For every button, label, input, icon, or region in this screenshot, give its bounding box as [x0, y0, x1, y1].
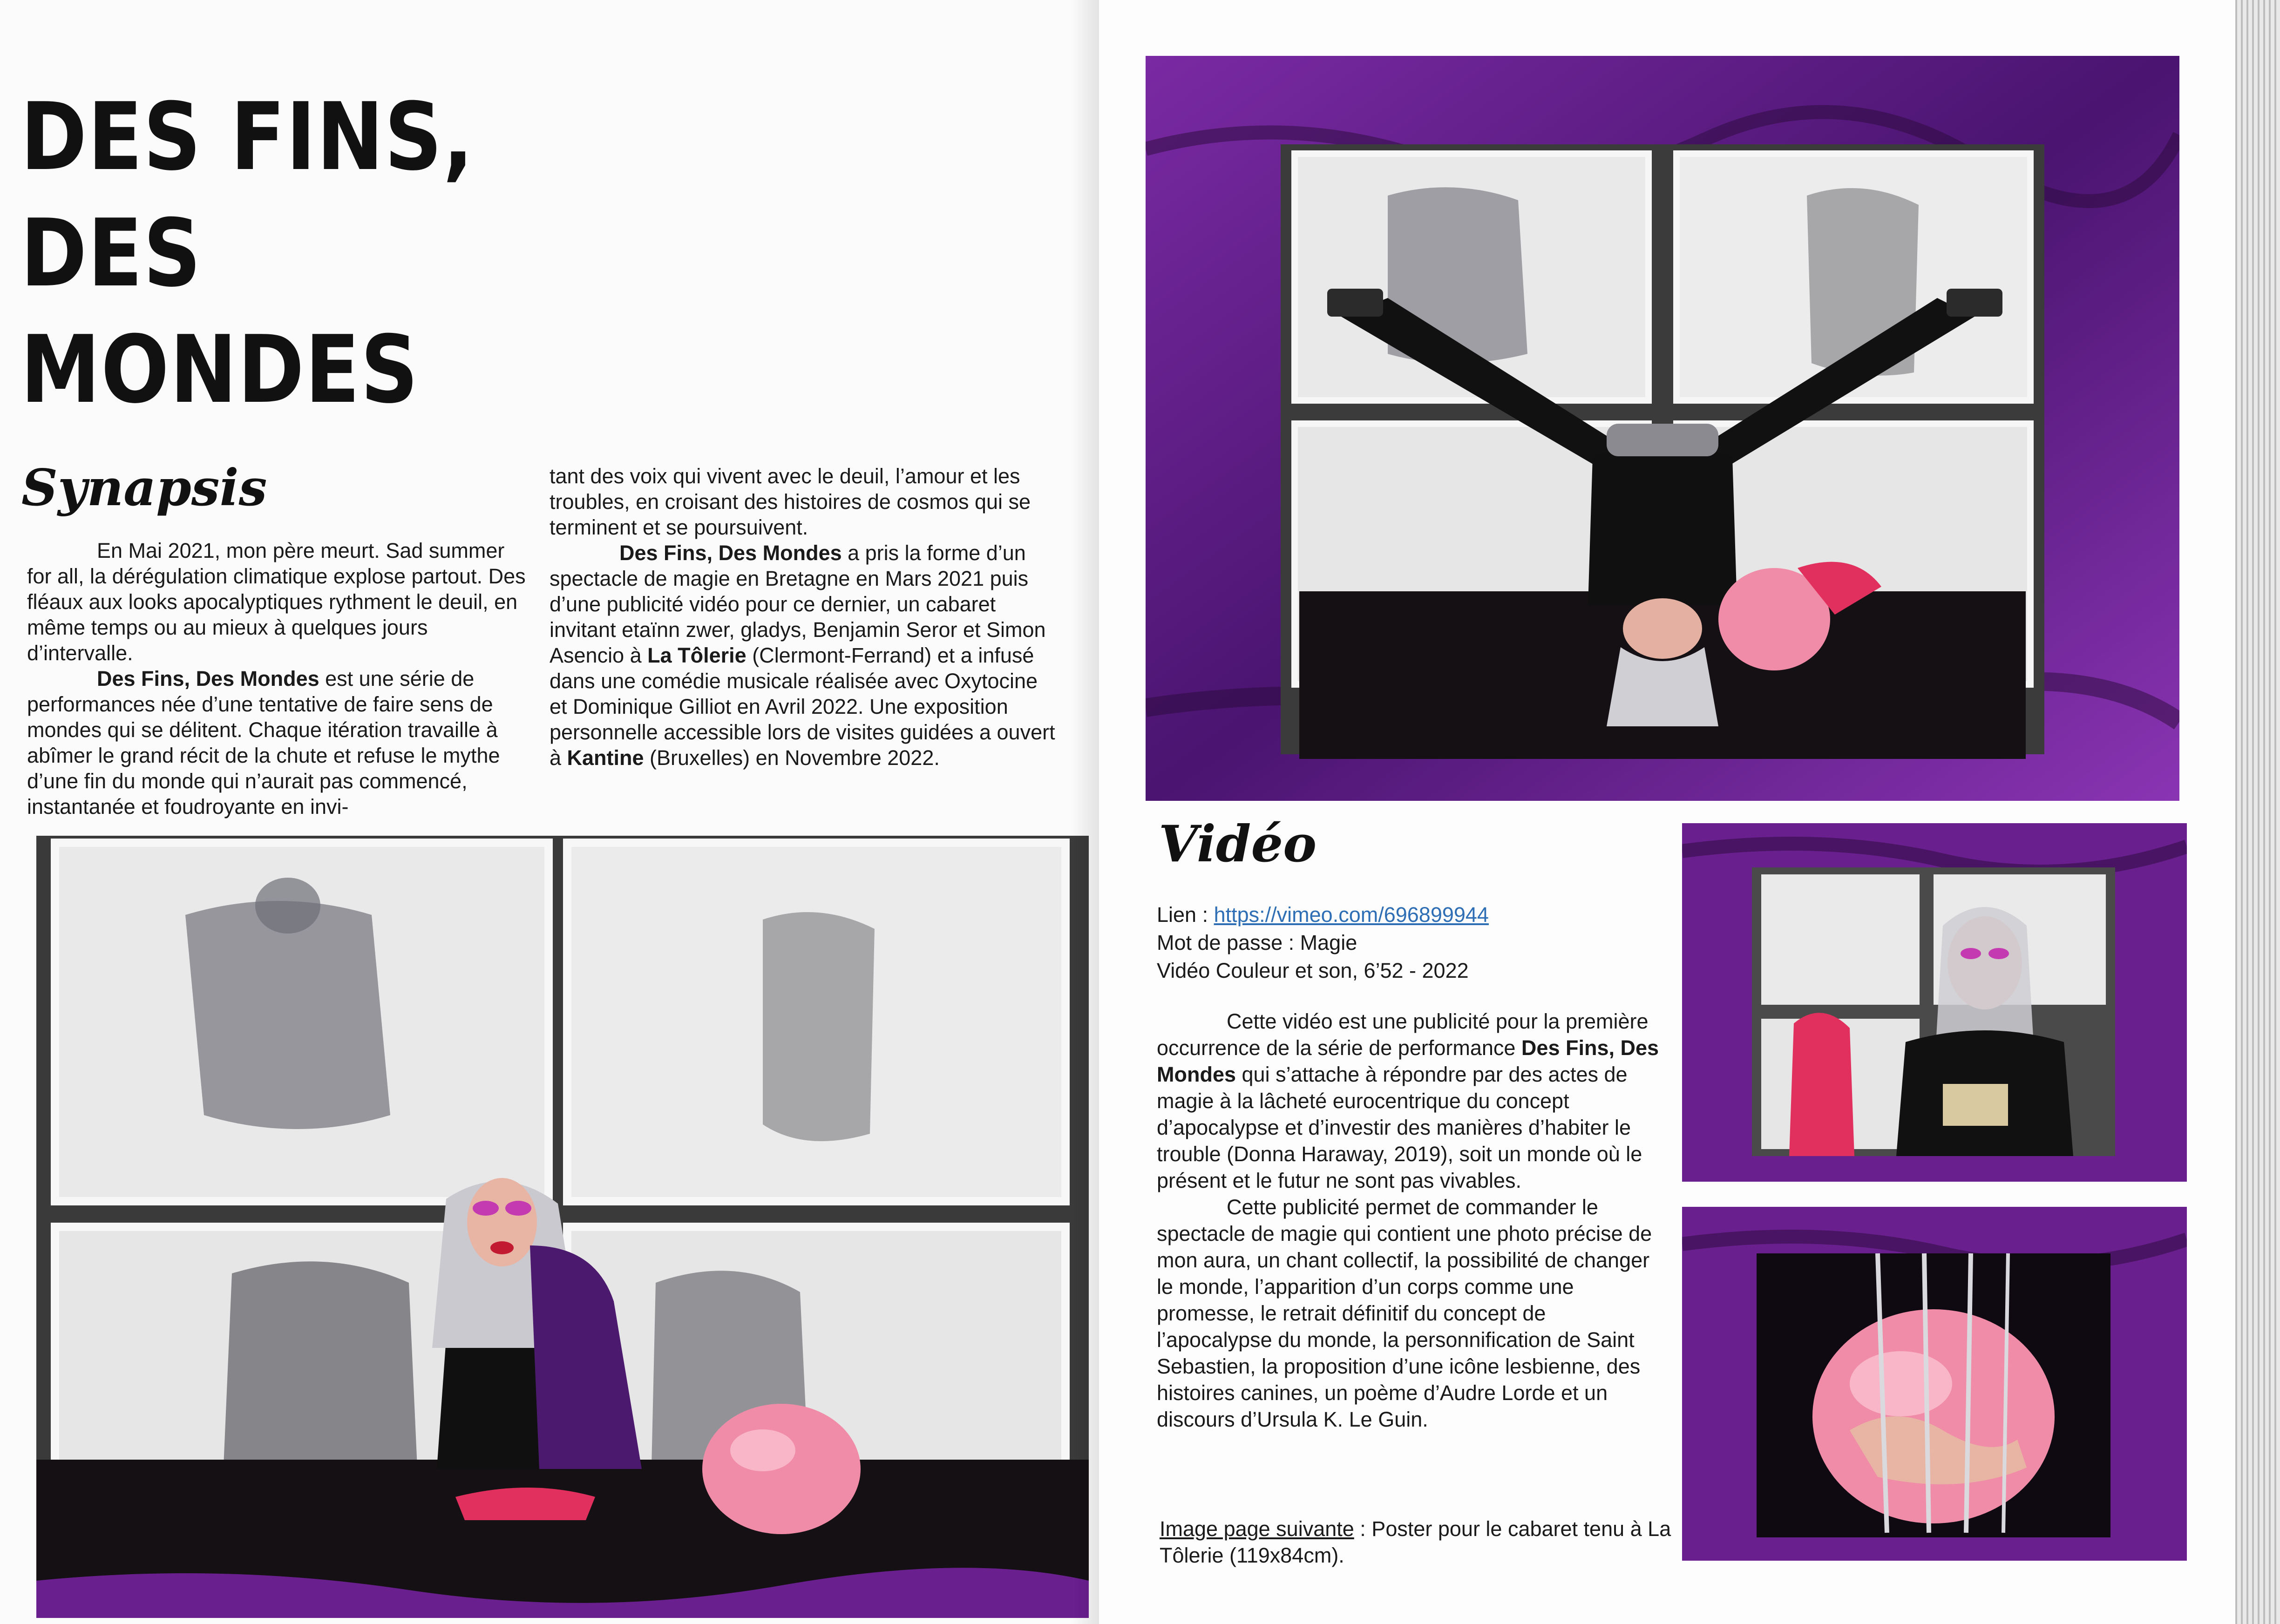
video-password: Mot de passe : Magie	[1157, 931, 1357, 954]
title-line-2: MONDES	[20, 316, 419, 424]
synopsis-paragraph-3: tant des voix qui vivent avec le deuil, l’amour et les troubles, en croisant des histoires de cosmos qui se terminent et se poursuivent.	[550, 464, 1031, 539]
series-title-bold: Des Fins, Des Mondes	[619, 541, 842, 565]
video-heading: Vidéo	[1159, 815, 1317, 873]
video-still-reading	[1682, 823, 2187, 1182]
video-meta	[1157, 901, 1669, 985]
performance-photo-table	[36, 836, 1089, 1618]
video-paragraph-2: Cette publicité permet de commander le spectacle de magie qui contient une photo précise de mon aura, un chant collectif, la possibilité de changer le monde, l’apparition d’un corps comme une promesse, le retrait définitif du concept de l’apocalypse du monde, la personnification de Saint Sebastien, la proposition d’une icône lesbienne, des histoires canines, un poème d’Audre Lorde et un discours d’Ursula K. Le Guin.	[1157, 1195, 1652, 1431]
page-stack-edge	[2235, 0, 2280, 1624]
video-paragraph-1: Cette vidéo est une publicité pour la première occurrence de la série de performance Des Fins, Des Mondes qui s’attache à répondre par des actes de magie à la lâcheté eurocentrique du concept d’apocalypse et d’investir des manières d’habiter le trouble (Donna Haraway, 2019), soit un monde où le présent et le futur ne sont pas vivables.	[1157, 1009, 1659, 1192]
page-title	[20, 79, 661, 428]
vimeo-link[interactable]: https://vimeo.com/696899944	[1214, 903, 1489, 927]
video-link-row: Lien : https://vimeo.com/696899944	[1157, 903, 1489, 927]
synopsis-heading: Synapsis	[21, 459, 267, 517]
video-still-balloon	[1682, 1207, 2187, 1561]
video-description	[1157, 1008, 1664, 1433]
synopsis-paragraph-4: Des Fins, Des Mondes a pris la forme d’un spectacle de magie en Bretagne en Mars 2021 puis d’une publicité vidéo pour ce dernier, un cabaret invitant etaïnn zwer, gladys, Benjamin Seror et Simon Asencio à La Tôlerie (Clermont-Ferrand) et a infusé dans une comédie musicale réalisée avec Oxytocine et Dominique Gilliot en Avril 2022. Une exposition personnelle accessible lors de visites guidées a ouvert à Kantine (Bruxelles) en Novembre 2022.	[550, 541, 1055, 770]
venue-kantine: Kantine	[567, 746, 644, 770]
right-page	[1099, 0, 2235, 1624]
next-page-caption: Image page suivante : Poster pour le cabaret tenu à La Tôlerie (119x84cm).	[1160, 1517, 1671, 1567]
performance-photo-spread-legs	[1146, 56, 2179, 801]
video-specs: Vidéo Couleur et son, 6’52 - 2022	[1157, 959, 1469, 982]
left-page	[0, 0, 1099, 1624]
synopsis-paragraph-1: En Mai 2021, mon père meurt. Sad summer for all, la dérégulation climatique explose partout. Des fléaux aux looks apocalyptiques rythment le deuil, en même temps ou au mieux à quelques jours d’intervalle.	[27, 539, 526, 665]
venue-la-tolerie: La Tôlerie	[647, 643, 746, 667]
synopsis-column-2	[550, 463, 1057, 771]
series-title-bold: Des Fins, Des Mondes	[1157, 1036, 1659, 1086]
title-line-1: DES FINS, DES	[20, 83, 475, 308]
synopsis-paragraph-2: Des Fins, Des Mondes est une série de performances née d’une tentative de faire sens de mondes qui se délitent. Chaque itération travaille à abîmer le grand récit de la chute et refuse le mythe d’une fin du monde qui n’aurait pas commencé, instantanée et foudroyante en invi-	[27, 667, 500, 819]
caption-label: Image page suivante	[1160, 1517, 1354, 1541]
series-title-bold: Des Fins, Des Mondes	[97, 667, 319, 690]
synopsis-column-1	[27, 538, 535, 819]
